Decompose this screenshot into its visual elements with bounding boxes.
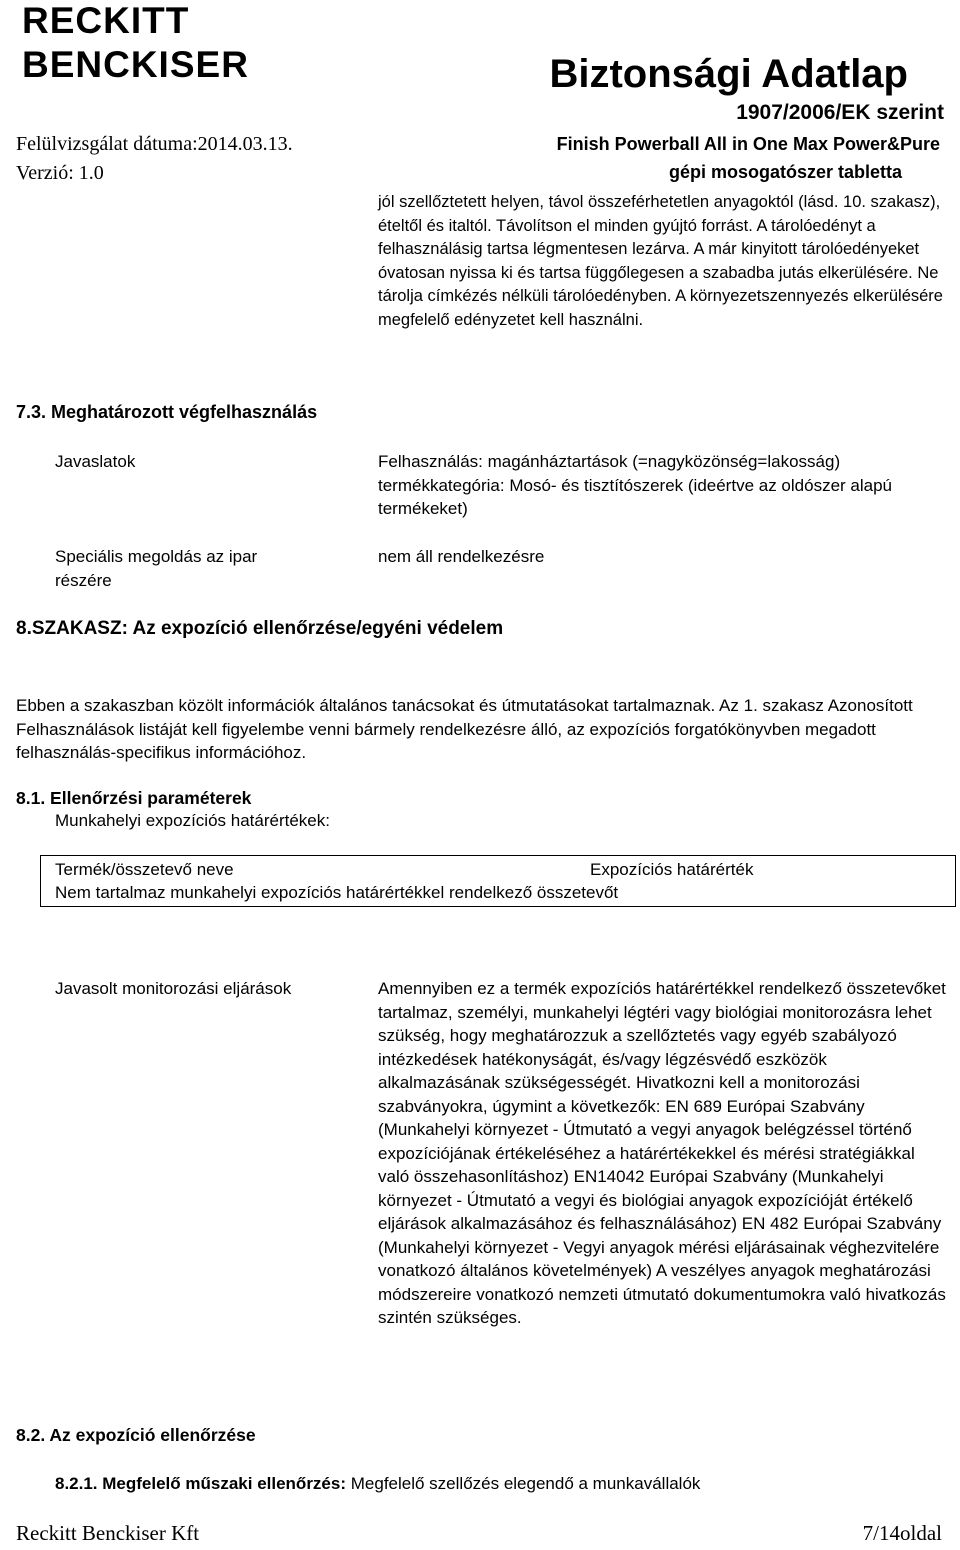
section-8-2-1-label: 8.2.1. Megfelelő műszaki ellenőrzés: — [55, 1474, 347, 1493]
section-7-3-heading: 7.3. Meghatározott végfelhasználás — [16, 402, 318, 422]
review-date: Felülvizsgálat dátuma:2014.03.13. — [16, 133, 293, 155]
document-title: Biztonsági Adatlap — [549, 52, 908, 96]
logo-line-2: BENCKISER — [22, 44, 249, 85]
version-label: Verzió: 1.0 — [16, 162, 104, 184]
table-header-name: Termék/összetevő neve — [55, 860, 234, 879]
logo-line-1: RECKITT — [22, 0, 190, 41]
recommendations-label: Javaslatok — [55, 452, 136, 471]
product-name: Finish Powerball All in One Max Power&Pure — [556, 134, 940, 154]
section-8-2-1-text: Megfelelő szellőzés elegendő a munkavállalók — [350, 1474, 701, 1493]
storage-instructions: jól szellőztetett helyen, távol összeférhetetlen anyagoktól (lásd. 10. szakasz), ételtől és italtól. Távolítson el minden gyújtó forrást. A tárolóedényt a felhasználásig tartsa légmentesen lezárva. A már kinyitott tárolóedényeket óvatosan nyissa ki és tartsa függőlegesen a szabadba jutás elkerülésére. Ne tárolja címkézés nélküli tárolóedényben. A környezetszennyezés elkerülésére megfelelő edényzetet kell használni. — [378, 193, 943, 329]
footer-page-number: 7/14oldal — [862, 1521, 942, 1545]
monitoring-label: Javasolt monitorozási eljárások — [55, 979, 292, 998]
company-logo — [22, 2, 254, 84]
industry-label: Speciális megoldás az ipar részére — [55, 547, 258, 590]
section-8-1-subheading: Munkahelyi expozíciós határértékek: — [55, 811, 330, 830]
section-8-heading: 8.SZAKASZ: Az expozíció ellenőrzése/egyéni védelem — [16, 618, 504, 639]
product-type: gépi mosogatószer tabletta — [668, 162, 902, 182]
regulation-label: 1907/2006/EK szerint — [736, 101, 944, 124]
recommendations-value: Felhasználás: magánháztartások (=nagyközönség=lakosság) termékkategória: Mosó- és tisztítószerek (ideértve az oldószer alapú termékeket) — [378, 452, 893, 518]
section-8-1-heading: 8.1. Ellenőrzési paraméterek — [16, 788, 252, 808]
table-header-limit: Expozíciós határérték — [590, 860, 754, 879]
section-8-intro: Ebben a szakaszban közölt információk általános tanácsokat és útmutatásokat tartalmaznak. Az 1. szakasz Azonosított Felhasználások listáját kell figyelembe venni bármely rendelkezésre álló, az expozíciós forgatókönyvben megadott felhasználás-specifikus információhoz. — [16, 696, 913, 762]
footer-company: Reckitt Benckiser Kft — [16, 1521, 200, 1545]
section-8-2-heading: 8.2. Az expozíció ellenőrzése — [16, 1425, 256, 1445]
section-8-2-1 — [55, 1472, 700, 1496]
monitoring-text: Amennyiben ez a termék expozíciós határértékkel rendelkező összetevőket tartalmaz, személyi, munkahelyi légtéri vagy biológiai monitorozásra lehet szükség, hogy meghatározzuk a szellőztetés vagy egyéb szabályozó intézkedések hatékonyságát, és/vagy légzésvédő eszközök alkalmazásának szükségességét. Hivatkozni kell a monitorozási szabványokra, úgymint a következők: EN 689 Európai Szabvány (Munkahelyi környezet - Útmutató a vegyi anyagok belégzéssel történő expozíciójának értékeléséhez a határértékekkel és mérési stratégiákkal való összehasonlításhoz) EN14042 Európai Szabvány (Munkahelyi környezet - Útmutató a vegyi és biológiai anyagok expozícióját értékelő eljárások alkalmazásához és felhasználásához) EN 482 Európai Szabvány (Munkahelyi környezet - Vegyi anyagok mérési eljárásainak véghezvitelére vonatkozó általános követelmények) A veszélyes anyagok meghatározási módszereire vonatkozó nemzeti útmutató dokumentumokra való hivatkozás szintén szükséges. — [378, 979, 946, 1327]
table-row: Nem tartalmaz munkahelyi expozíciós határértékkel rendelkező összetevőt — [55, 883, 619, 902]
industry-value: nem áll rendelkezésre — [378, 547, 545, 566]
